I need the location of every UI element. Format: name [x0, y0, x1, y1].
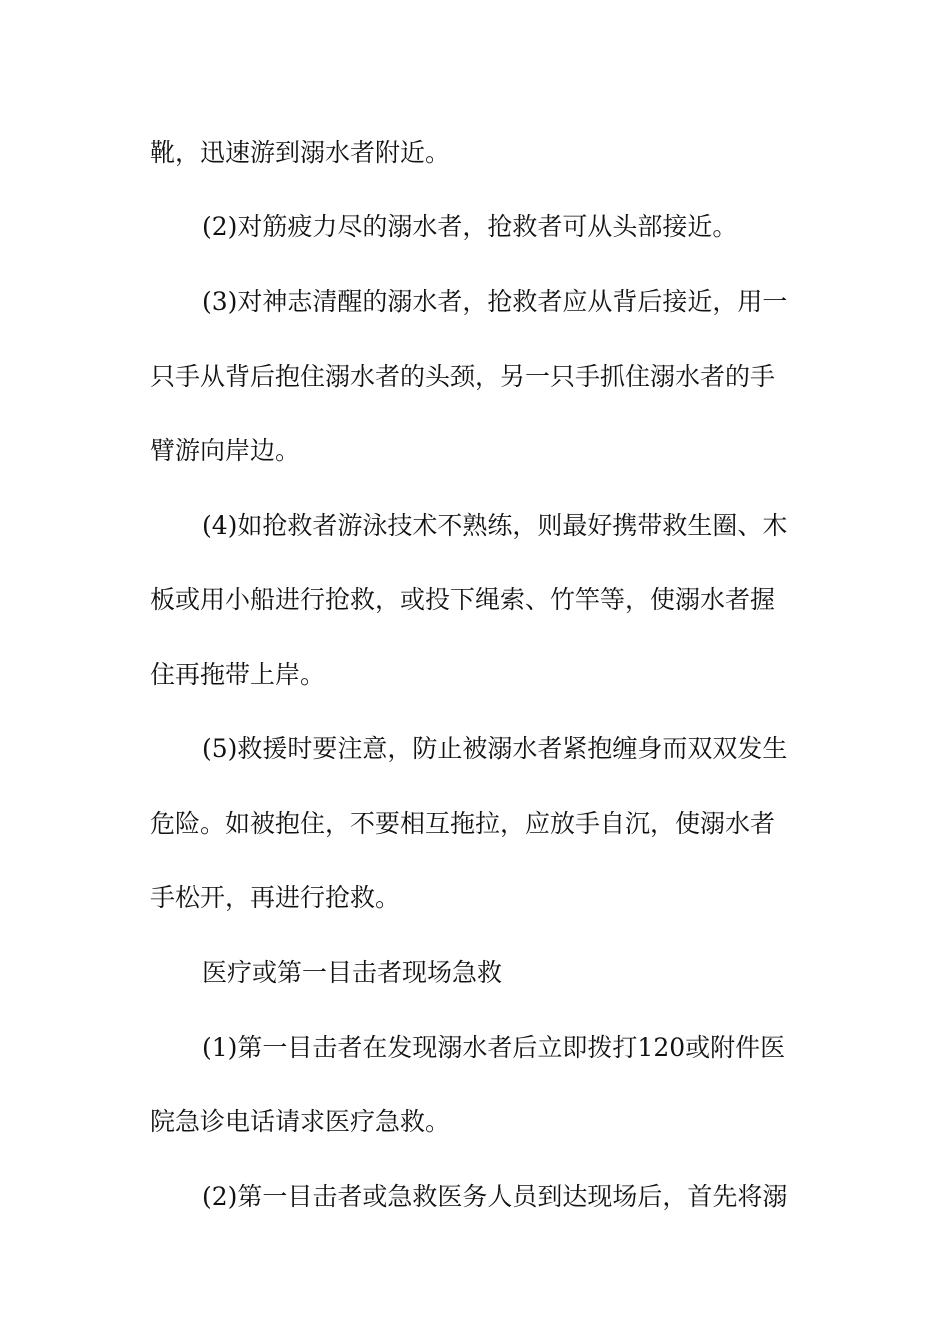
text-line: 院急诊电话请求医疗急救。 [150, 1107, 451, 1136]
text-line: (3)对神志清醒的溺水者，抢救者应从背后接近，用一 [202, 287, 788, 316]
text-line: (4)如抢救者游泳技术不熟练，则最好携带救生圈、木 [202, 511, 788, 540]
text-line: 危险。如被抱住，不要相互拖拉，应放手自沉，使溺水者 [150, 809, 776, 838]
text-line: 臂游向岸边。 [150, 436, 301, 465]
text-line: 只手从背后抱住溺水者的头颈，另一只手抓住溺水者的手 [150, 362, 776, 391]
text-line: (2)第一目击者或急救医务人员到达现场后，首先将溺 [202, 1182, 788, 1211]
text-line: 靴，迅速游到溺水者附近。 [150, 138, 451, 167]
text-line: 住再拖带上岸。 [150, 660, 326, 689]
section-heading: 医疗或第一目击者现场急救 [202, 958, 503, 987]
text-line: (1)第一目击者在发现溺水者后立即拨打120或附件医 [202, 1033, 786, 1062]
text-line: 手松开，再进行抢救。 [150, 883, 401, 912]
text-line: 板或用小船进行抢救，或投下绳索、竹竿等，使溺水者握 [150, 585, 776, 614]
text-line: (2)对筋疲力尽的溺水者，抢救者可从头部接近。 [202, 212, 738, 241]
text-line: (5)救援时要注意，防止被溺水者紧抱缠身而双双发生 [202, 734, 788, 763]
